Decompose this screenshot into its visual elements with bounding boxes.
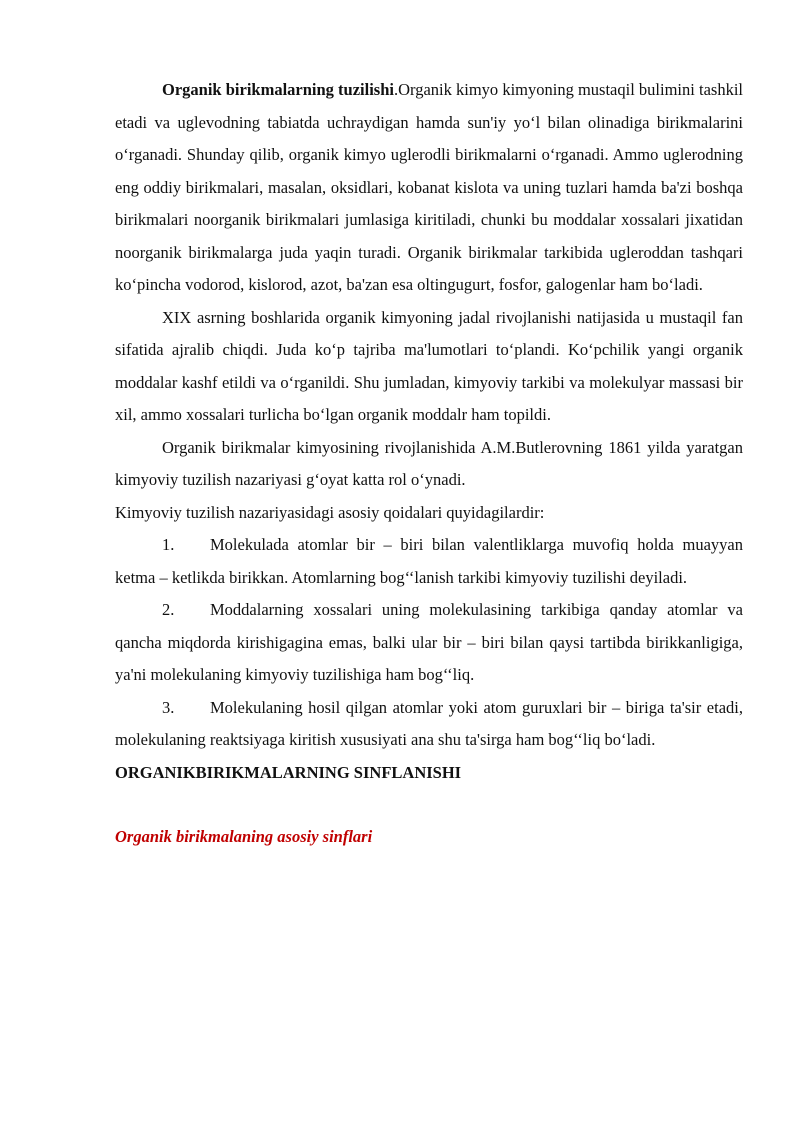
paragraph-butlerov: Organik birikmalar kimyosining rivojlanishida A.M.Butlerovning 1861 yilda yaratgan kimyoviy tuzilish nazariyasi g‘oyat katta rol o‘ynadi. xyxy=(115,437,743,489)
list-item xyxy=(115,692,743,757)
paragraph-history: XIX asrning boshlarida organik kimyoning jadal rivojlanishi natijasida u mustaqil fan sifatida ajralib chiqdi. Juda ko‘p tajriba ma'lumotlari to‘plandi. Ko‘pchilik yangi organik moddalar kashf etildi va o‘rganildi. Shu jumladan, kimyoviy tarkibi va molekulyar massasi bir xil, ammo xossalari turlicha bo‘lgan organik moddalr ham topildi. xyxy=(115,307,743,424)
section-heading: ORGANIKBIRIKMALARNING SINFLANISHI xyxy=(115,762,462,782)
list-item xyxy=(115,594,743,692)
list-item-text: Molekulada atomlar bir – biri bilan valentliklarga muvofiq holda muayyan ketma – ketlikda birikkan. Atomlarning bog‘‘lanish tarkibi kimyoviy tuzilishi deyiladi. xyxy=(115,535,743,587)
list-item-text: Moddalarning xossalari uning molekulasining tarkibiga qanday atomlar va qancha miqdorda kirishigagina emas, balki ular bir – biri bilan qaysi tartibda birikkanligiga, ya'ni molekulaning kimyoviy tuzilishiga ham bog‘‘liq. xyxy=(115,600,743,684)
list-item xyxy=(115,529,743,594)
intro-title: Organik birikmalarning tuzilishi xyxy=(162,80,394,99)
section-subheading: Organik birikmalaning asosiy sinflari xyxy=(115,827,373,846)
list-item-number: 3. xyxy=(162,697,175,717)
intro-text: .Organik kimyo kimyoning mustaqil bulimini tashkil etadi va uglevodning tabiatda uchraydigan hamda sun'iy yo‘l bilan olinadiga birikmalarini o‘rganadi. Shunday qilib, organik kimyo uglerodli birikmalarni o‘rganadi. Ammo uglerodning eng oddiy birikmalari, masalan, oksidlari, kobanat kislota va uning tuzlari hamda ba'zi boshqa birikmalari noorganik birikmalari jumlasiga kiritiladi, chunki bu moddalar xossalari jixatidan noorganik birikmalarga juda yaqin turadi. Organik birikmalar tarkibida ugleroddan tashqari ko‘pincha vodorod, kislorod, azot, ba'zan esa oltingugurt, fosfor, galogenlar ham bo‘ladi. xyxy=(115,80,743,294)
list-item-number: 1. xyxy=(162,535,175,554)
document-page xyxy=(115,74,743,854)
intro-paragraph xyxy=(115,74,743,302)
list-item-text: Molekulaning hosil qilgan atomlar yoki atom guruxlari bir – biriga ta'sir etadi, molekulaning reaktsiyaga kiritish xususiyati ana shu ta'sirga ham bog‘‘liq bo‘ladi. xyxy=(115,697,743,749)
paragraph-rules-intro: Kimyoviy tuzilish nazariyasidagi asosiy qoidalari quyidagilardir: xyxy=(115,502,545,522)
list-item-number: 2. xyxy=(162,600,175,619)
